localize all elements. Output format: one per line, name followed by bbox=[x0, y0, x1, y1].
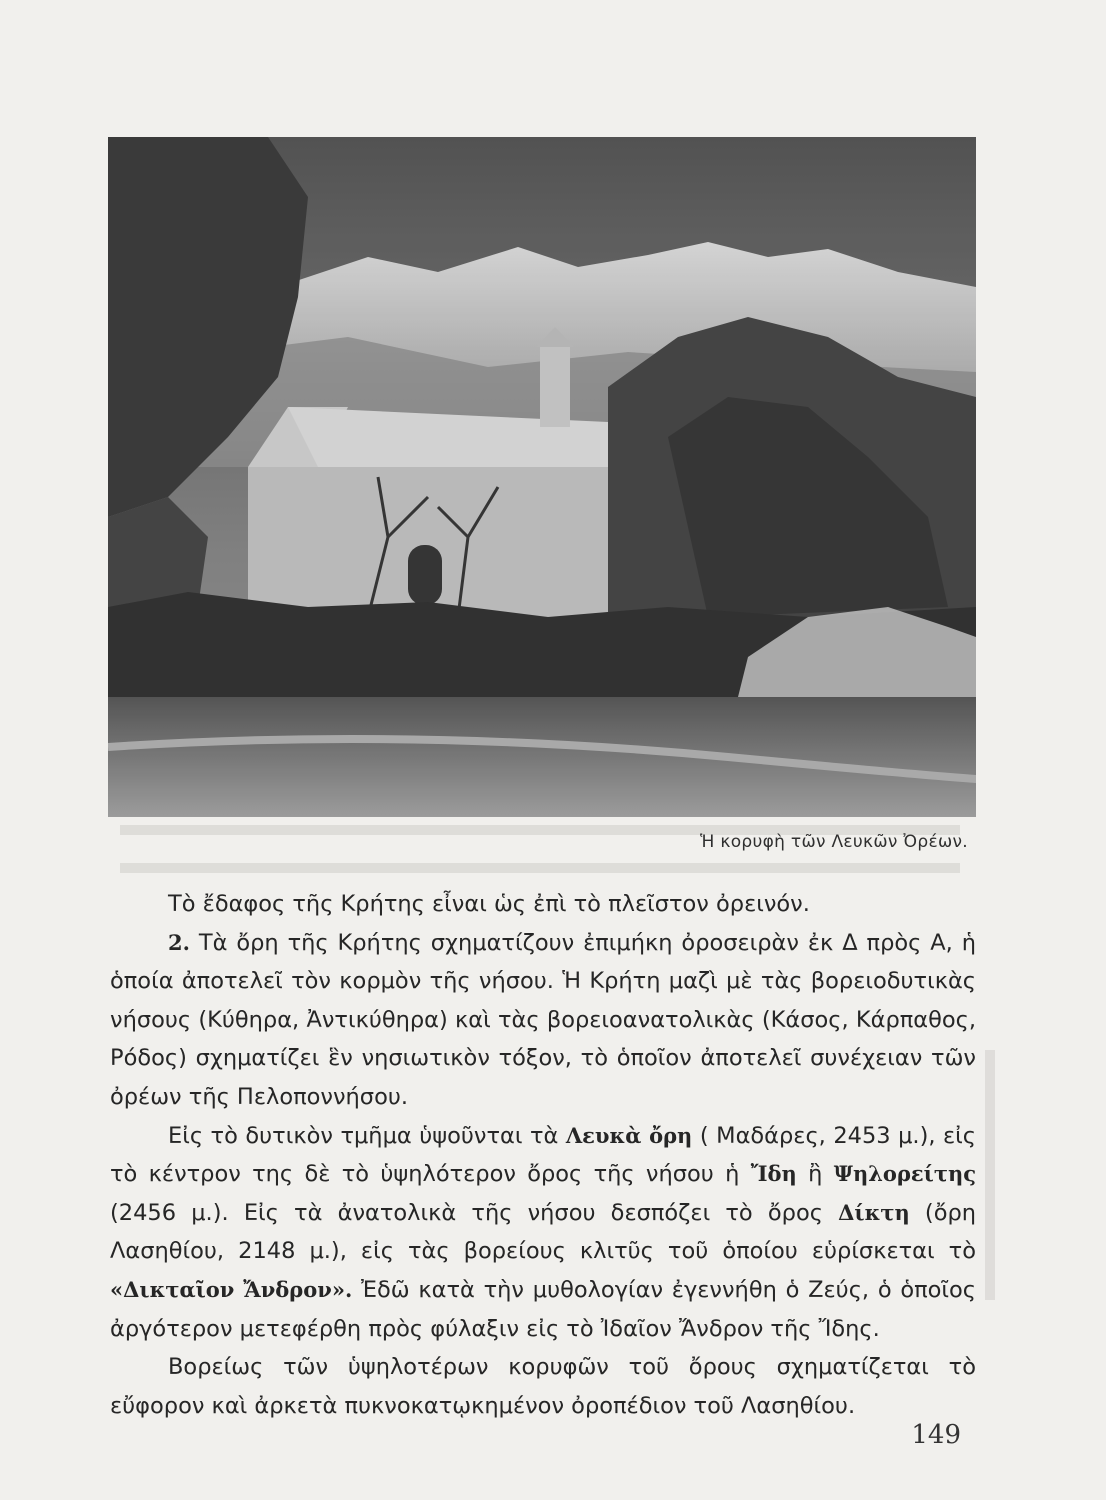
paragraph-2-text: Τὰ ὄρη τῆς Κρήτης σχηματίζουν ἐπιμήκη ὀροσειρὰν ἐκ Δ πρὸς Α, ἡ ὁποία ἀποτελεῖ τὸν κορμὸν τῆς νήσου. Ἡ Κρήτη μαζὶ μὲ τὰς βορειοδυτικὰς νήσους (Κύθηρα, Ἀντικύθηρα) καὶ τὰς βορειοανατολικὰς (Κάσος, Κάρπαθος, Ρόδος) σχηματίζει ἓν νησιωτικὸν τόξον, τὸ ὁποῖον ἀποτελεῖ συνέχειαν τῶν ὀρέων τῆς Πελοποννήσου. bbox=[110, 929, 976, 1110]
section-number: 2. bbox=[168, 929, 190, 955]
bold-leuka-ori: Λευκὰ ὄρη bbox=[565, 1122, 693, 1148]
p3-text-c: ( Μαδάρες, 2453 μ.), εἰς τὸ κέντρον της δὲ τὸ ὑψηλότερον ὄρος τῆς νήσου ἡ bbox=[110, 1122, 977, 1188]
paragraph-1: Τὸ ἔδαφος τῆς Κρήτης εἶναι ὡς ἐπὶ τὸ πλεῖστον ὀρεινόν. bbox=[168, 891, 810, 917]
p3-text-k: Ἐδῶ κατὰ τὴν μυθολογίαν ἐγεννήθη ὁ Ζεύς, ὁ ὁποῖος ἀργότερον μετεφέρθη πρὸς φύλαξιν εἰς τὸ Ἰδαῖον Ἄνδρον τῆς Ἴδης. bbox=[110, 1276, 976, 1342]
p3-text-a: Εἰς τὸ δυτικὸν τμῆμα ὑψοῦνται τὰ bbox=[168, 1122, 559, 1149]
figure-caption: Ἡ κορυφὴ τῶν Λευκῶν Ὀρέων. bbox=[700, 832, 968, 852]
bold-diktaion-andron: «Δικταῖον Ἄνδρον». bbox=[110, 1276, 353, 1302]
p3-text-g: (2456 μ.). Εἰς τὰ ἀνατολικὰ τῆς νήσου δεσπόζει τὸ ὄρος bbox=[110, 1199, 823, 1226]
paragraph-4: Βορείως τῶν ὑψηλοτέρων κορυφῶν τοῦ ὄρους σχηματίζεται τὸ εὔφορον καὶ ἀρκετὰ πυκνοκατῳκημένον ὀροπέδιον τοῦ Λασηθίου. bbox=[110, 1354, 976, 1419]
bold-psiloritis: Ψηλορείτης bbox=[833, 1161, 977, 1187]
body-text bbox=[110, 885, 976, 1425]
church-mountain-photo bbox=[108, 137, 976, 817]
page-number: 149 bbox=[911, 1420, 961, 1450]
p3-text-i: (ὄρη Λασηθίου, 2148 μ.), εἰς τὰς βορείους κλιτῦς τοῦ ὁποίου εὑρίσκεται τὸ bbox=[110, 1199, 977, 1265]
bold-dikti: Δίκτη bbox=[838, 1199, 910, 1225]
paragraph-2 bbox=[110, 924, 976, 1117]
p3-text-e: ἢ bbox=[808, 1161, 823, 1188]
bold-idi: Ἴδη bbox=[750, 1161, 797, 1187]
paragraph-3 bbox=[110, 1117, 976, 1349]
